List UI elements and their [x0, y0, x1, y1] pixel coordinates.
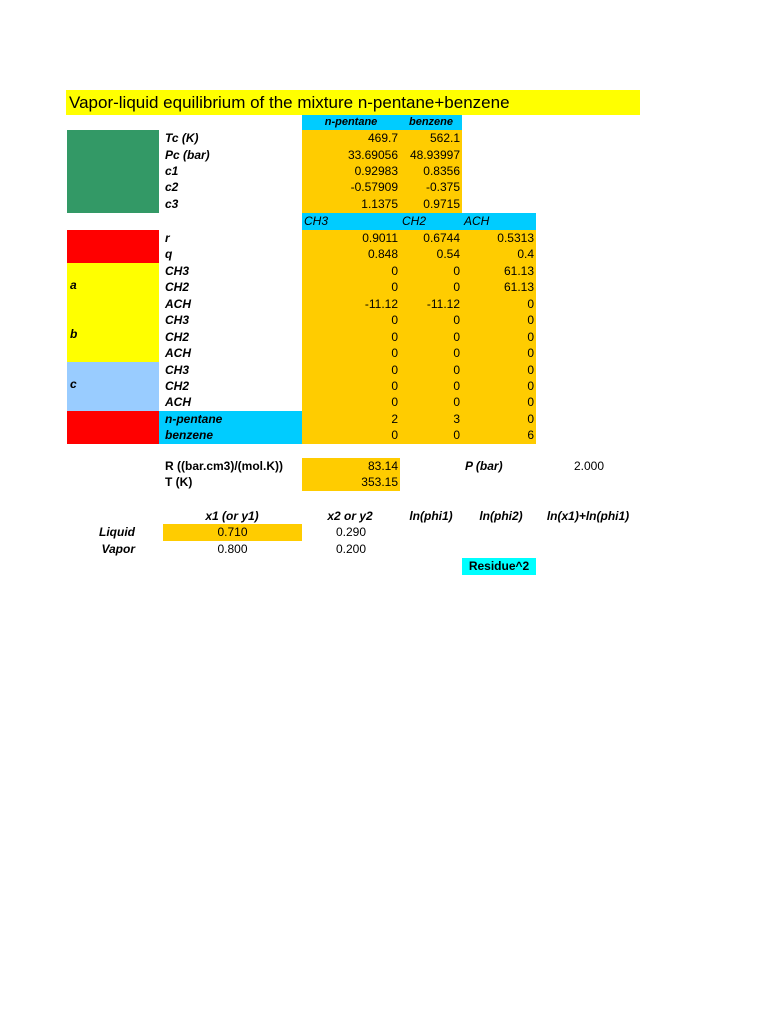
group-value: 0.9011 [302, 230, 400, 247]
group-value: 0.848 [302, 246, 400, 263]
crit-value: 48.93997 [400, 147, 462, 164]
temperature-value[interactable]: 353.15 [302, 474, 400, 491]
group-value: 6 [462, 427, 536, 444]
crit-value: 0.8356 [400, 163, 462, 180]
side-label-b: b [70, 327, 78, 341]
group-row-label: ACH [165, 346, 191, 360]
liquid-x1[interactable]: 0.710 [163, 524, 302, 541]
crit-label: c1 [165, 164, 179, 178]
group-value: 0 [400, 427, 462, 444]
group-value: 0 [400, 345, 462, 362]
group-value: 0 [302, 362, 400, 379]
side-label-c: c [70, 377, 77, 391]
crit-value: 0.92983 [302, 163, 400, 180]
crit-value: 33.69056 [302, 147, 400, 164]
group-value: 0 [462, 362, 536, 379]
group-value: 61.13 [462, 263, 536, 280]
liquid-label: Liquid [99, 525, 135, 539]
group-row-label: CH3 [165, 264, 190, 278]
group-value: 0 [462, 312, 536, 329]
crit-value: 469.7 [302, 130, 400, 147]
group-row-label: CH2 [165, 330, 190, 344]
group-value: 0 [302, 263, 400, 280]
group-header-ach: ACH [462, 213, 536, 230]
group-value: 0 [400, 329, 462, 346]
group-row-label: r [165, 231, 170, 245]
composition-block [67, 411, 159, 444]
crit-value: -0.57909 [302, 179, 400, 196]
group-value: 0 [462, 329, 536, 346]
group-row-label: ACH [165, 297, 191, 311]
group-value: 0 [302, 279, 400, 296]
group-row-label: CH2 [165, 379, 190, 393]
group-value: 0 [400, 312, 462, 329]
group-row-label: n-pentane [165, 412, 223, 426]
group-row-label: CH3 [165, 313, 190, 327]
crit-label: c2 [165, 180, 179, 194]
group-value: 0 [302, 394, 400, 411]
pressure-label: P (bar) [465, 459, 503, 473]
group-value: 0 [302, 312, 400, 329]
group-value: 61.13 [462, 279, 536, 296]
title-bar [66, 90, 640, 115]
critical-props-block [67, 130, 159, 213]
group-value: 3 [400, 411, 462, 428]
vapor-x2: 0.200 [335, 542, 367, 556]
group-value: 0.54 [400, 246, 462, 263]
gas-constant-value[interactable]: 83.14 [302, 458, 400, 475]
group-row-label: benzene [165, 428, 214, 442]
group-value: 0 [400, 362, 462, 379]
x1-header: x1 (or y1) [205, 509, 259, 523]
group-value: 2 [302, 411, 400, 428]
group-value: 0 [400, 394, 462, 411]
component-header-1: n-pentane [302, 115, 400, 130]
residue-label: Residue^2 [462, 558, 536, 575]
crit-value: 0.9715 [400, 196, 462, 213]
pressure-value[interactable]: 2.000 [573, 459, 604, 473]
group-row-label: q [165, 247, 173, 261]
crit-value: 1.1375 [302, 196, 400, 213]
group-value: -11.12 [302, 296, 400, 313]
liquid-x2: 0.290 [335, 525, 367, 539]
crit-label: Pc (bar) [165, 148, 210, 162]
group-header-ch3: CH3 [302, 213, 400, 230]
sheet-title: Vapor-liquid equilibrium of the mixture n-pentane+benzene [69, 93, 510, 112]
crit-value: 562.1 [400, 130, 462, 147]
group-value: 0 [302, 329, 400, 346]
lnphi1-header: ln(phi1) [409, 509, 453, 523]
group-value: 0 [400, 263, 462, 280]
group-value: 0 [302, 378, 400, 395]
gas-constant-label: R ((bar.cm3)/(mol.K)) [165, 459, 284, 473]
group-value: 0 [462, 411, 536, 428]
lnsum-header: ln(x1)+ln(phi1) [546, 509, 630, 523]
temperature-label: T (K) [165, 475, 193, 489]
group-value: 0 [400, 378, 462, 395]
group-row-label: ACH [165, 395, 191, 409]
vapor-x1[interactable]: 0.800 [217, 542, 248, 556]
crit-label: Tc (K) [165, 131, 199, 145]
group-value: 0 [462, 296, 536, 313]
group-value: 0 [302, 427, 400, 444]
group-value: 0 [462, 378, 536, 395]
group-header-ch2: CH2 [400, 213, 462, 230]
side-label-a: a [70, 278, 77, 292]
group-value: -11.12 [400, 296, 462, 313]
x2-header: x2 or y2 [327, 509, 373, 523]
rq-block [67, 230, 159, 263]
group-row-label: CH3 [165, 363, 190, 377]
group-value: 0.6744 [400, 230, 462, 247]
crit-value: -0.375 [400, 179, 462, 196]
group-value: 0.5313 [462, 230, 536, 247]
group-value: 0 [462, 394, 536, 411]
crit-label: c3 [165, 197, 179, 211]
component-header-2: benzene [400, 115, 462, 130]
group-value: 0 [302, 345, 400, 362]
group-value: 0 [462, 345, 536, 362]
lnphi2-header: ln(phi2) [479, 509, 523, 523]
group-value: 0.4 [462, 246, 536, 263]
vapor-label: Vapor [101, 542, 135, 556]
group-value: 0 [400, 279, 462, 296]
group-row-label: CH2 [165, 280, 190, 294]
